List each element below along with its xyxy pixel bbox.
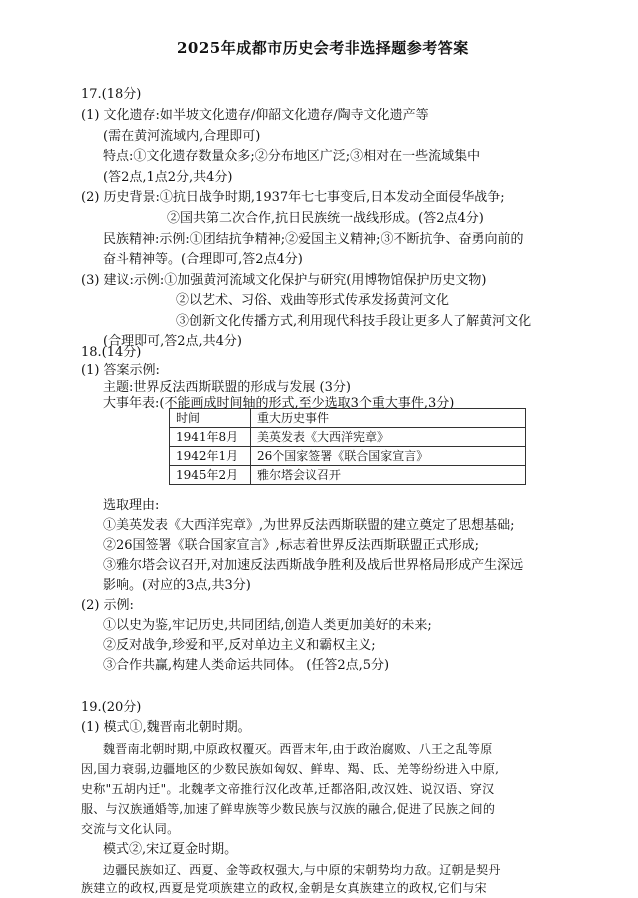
q17-line: (合理即可,答2点,共4分) [103,334,242,349]
q18-heading: 18.(14分) [81,345,142,360]
q17-line: ②国共第二次合作,抗日民族统一战线形成。(答2点4分) [167,211,484,226]
table-cell: 雅尔塔会议召开 [251,466,526,485]
q18-line: ③雅尔塔会议召开,对加速反法西斯战争胜利及战后世界格局形成产生深远 [103,558,524,573]
q19-line: 边疆民族如辽、西夏、金等政权强大,与中原的宋朝势均力敌。辽朝是契丹 [103,863,501,877]
q17-line: 民族精神:示例:①团结抗争精神;②爱国主义精神;③不断抗争、奋勇向前的 [103,232,524,247]
table-row [170,466,526,485]
q18-line: ②26国签署《联合国家宣言》,标志着世界反法西斯联盟正式形成; [103,538,480,553]
q17-line: 特点:①文化遗存数量众多;②分布地区广泛;③相对在一些流域集中 [103,149,481,164]
q17-line: (1) 文化遗存:如半坡文化遗存/仰韶文化遗存/陶寺文化遗产等 [81,108,429,123]
table-cell: 1941年8月 [170,428,251,447]
q17-line: ③创新文化传播方式,利用现代科技手段让更多人了解黄河文化 [176,314,532,329]
page-title: 2025年成都市历史会考非选择题参考答案 [177,39,469,57]
q19-line: 魏晋南北朝时期,中原政权覆灭。西晋末年,由于政治腐败、八王之乱等原 [103,742,493,756]
q17-line: 奋斗精神等。(合理即可,答2点4分) [103,252,303,267]
table-row [170,428,526,447]
q19-line: 服、与汉族通婚等,加速了鲜卑族等少数民族与汉族的融合,促进了民族之间的 [81,802,496,816]
q18-line: 大事年表:(不能画成时间轴的形式,至少选取3个重大事件,3分) [103,396,455,411]
q17-line: (2) 历史背景:①抗日战争时期,1937年七七事变后,日本发动全面侵华战争; [81,190,505,205]
q19-line: (1) 模式①,魏晋南北朝时期。 [81,720,251,735]
q19-line: 因,国力衰弱,边疆地区的少数民族如匈奴、鲜卑、羯、氐、羌等纷纷进入中原, [81,762,500,776]
q18-line: ③合作共赢,构建人类命运共同体。 (任答2点,5分) [103,658,390,673]
q17-heading: 17.(18分) [81,87,142,102]
q18-line: 选取理由: [103,498,160,513]
q17-line: (3) 建议:示例:①加强黄河流域文化保护与研究(用博物馆保护历史文物) [81,273,487,288]
table-row [170,447,526,466]
q17-line: (答2点,1点2分,共4分) [103,170,233,185]
table-cell: 美英发表《大西洋宪章》 [251,428,526,447]
table-header-cell: 重大历史事件 [251,409,526,428]
q18-line: (2) 示例: [81,598,134,613]
q18-line: ①以史为鉴,牢记历史,共同团结,创造人类更加美好的未来; [103,618,432,633]
events-table [169,408,526,485]
q18-line: 影响。(对应的3点,共3分) [103,578,251,593]
q19-line: 模式②,宋辽夏金时期。 [103,842,238,857]
q19-line: 史称"五胡内迁"。北魏孝文帝推行汉化改革,迁都洛阳,改汉姓、说汉语、穿汉 [81,782,495,796]
q19-heading: 19.(20分) [81,700,142,715]
q18-line: ②反对战争,珍爱和平,反对单边主义和霸权主义; [103,638,376,653]
q17-line: (需在黄河流域内,合理即可) [103,129,261,144]
q18-line: (1) 答案示例: [81,363,160,378]
table-header-row [170,409,526,428]
table-cell: 1945年2月 [170,466,251,485]
table-cell: 1942年1月 [170,447,251,466]
q18-line: ①美英发表《大西洋宪章》,为世界反法西斯联盟的建立奠定了思想基础; [103,518,515,533]
q17-line: ②以艺术、习俗、戏曲等形式传承发扬黄河文化 [176,293,450,308]
q19-line: 交流与文化认同。 [81,822,180,836]
table-header-cell: 时间 [170,409,251,428]
table-cell: 26个国家签署《联合国家宣言》 [251,447,526,466]
q18-line: 主题:世界反法西斯联盟的形成与发展 (3分) [103,380,351,395]
q19-line: 族建立的政权,西夏是党项族建立的政权,金朝是女真族建立的政权,它们与宋 [81,881,487,895]
